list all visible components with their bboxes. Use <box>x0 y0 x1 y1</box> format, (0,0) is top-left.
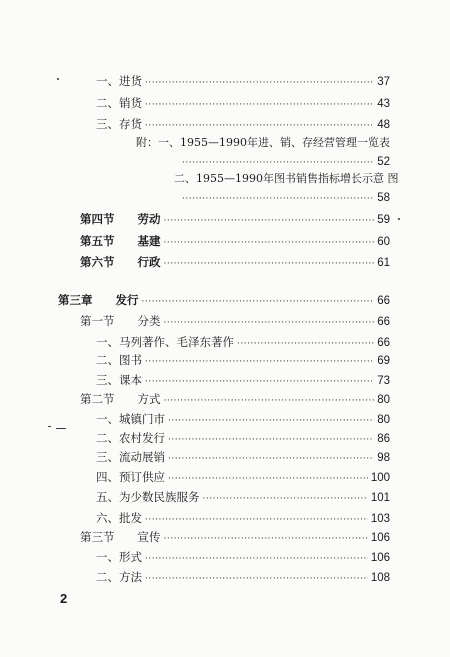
scan-speck <box>56 428 66 429</box>
entry-title: 第三节 宣传 <box>80 530 161 544</box>
toc-entry[interactable] <box>96 550 390 564</box>
leader-dots <box>145 513 368 527</box>
appendix-title[interactable]: 附：一、1955—1990年进、销、存经营管理一览表 <box>136 136 390 149</box>
page-number: 66 <box>377 295 390 307</box>
page-number: 59 <box>377 214 390 226</box>
leader-dots <box>164 394 375 408</box>
leader-dots <box>145 572 368 586</box>
appendix-title[interactable]: 二、1955—1990年图书销售指标增长示意 图 <box>174 172 399 185</box>
entry-title: 五、为少数民族服务 <box>96 490 200 504</box>
toc-entry[interactable] <box>96 373 390 387</box>
leader-dots <box>145 98 374 112</box>
page-number: 60 <box>377 236 390 248</box>
leader-dots <box>145 375 374 389</box>
toc-entry[interactable] <box>96 470 390 484</box>
toc-entry[interactable] <box>80 392 390 406</box>
toc-entry[interactable] <box>96 74 390 88</box>
leader-dots <box>237 337 374 351</box>
entry-title: 三、存货 <box>96 117 142 131</box>
page-folio: 2 <box>60 591 68 606</box>
page-number: 69 <box>377 355 390 367</box>
page-number: 66 <box>377 316 390 328</box>
page-number: 108 <box>370 572 390 584</box>
entry-title: 一、形式 <box>96 550 142 564</box>
entry-title: 三、流动展销 <box>96 450 165 464</box>
toc-entry[interactable] <box>96 511 390 525</box>
page-number: 103 <box>370 513 390 525</box>
toc-entry[interactable] <box>96 412 390 426</box>
entry-title: 第五节 基建 <box>80 234 161 248</box>
toc-entry[interactable] <box>80 530 390 544</box>
toc-entry[interactable] <box>182 155 390 169</box>
page-number: 66 <box>377 337 390 349</box>
page-number: 106 <box>370 532 390 544</box>
leader-dots <box>203 492 368 506</box>
leader-dots <box>168 433 374 447</box>
entry-title: 二、农村发行 <box>96 431 165 445</box>
toc-entry[interactable] <box>80 255 390 269</box>
page-number: 43 <box>377 98 390 110</box>
toc-entry[interactable] <box>96 450 390 464</box>
page-number: 52 <box>377 156 390 168</box>
toc-entry[interactable] <box>80 234 390 248</box>
leader-dots <box>182 192 374 206</box>
page-number: 101 <box>370 492 390 504</box>
toc-entry[interactable] <box>96 431 390 445</box>
page-number: 106 <box>370 552 390 564</box>
page-number: 37 <box>377 76 390 88</box>
leader-dots <box>164 532 368 546</box>
leader-dots <box>168 452 374 466</box>
entry-title: 二、图书 <box>96 353 142 367</box>
entry-title: 第一节 分类 <box>80 314 161 328</box>
leader-dots <box>145 119 374 133</box>
leader-dots <box>142 295 375 309</box>
toc-entry[interactable] <box>96 353 390 367</box>
leader-dots <box>145 355 374 369</box>
scan-speck <box>57 78 59 80</box>
leader-dots <box>168 472 368 486</box>
toc-entry[interactable] <box>182 191 390 205</box>
page-number: 61 <box>377 257 390 269</box>
entry-title: 一、城镇门市 <box>96 412 165 426</box>
toc-entry[interactable] <box>96 490 390 504</box>
entry-title: 二、销货 <box>96 96 142 110</box>
toc-entry[interactable] <box>96 335 390 349</box>
entry-title: 第四节 劳动 <box>80 212 161 226</box>
page-number: 100 <box>370 472 390 484</box>
toc-entry[interactable] <box>80 212 390 226</box>
scan-speck <box>48 426 51 427</box>
leader-dots <box>168 414 374 428</box>
entry-title: 二、方法 <box>96 570 142 584</box>
toc-entry[interactable] <box>96 117 390 131</box>
leader-dots <box>164 236 375 250</box>
entry-title: 一、进货 <box>96 74 142 88</box>
page-number: 48 <box>377 119 390 131</box>
page-number: 73 <box>377 375 390 387</box>
page-number: 58 <box>377 192 390 204</box>
page-number: 98 <box>377 452 390 464</box>
page-number: 80 <box>377 414 390 426</box>
leader-dots <box>145 552 368 566</box>
toc-entry[interactable] <box>96 570 390 584</box>
entry-title: 第三章 发行 <box>58 293 139 307</box>
entry-title: 第六节 行政 <box>80 255 161 269</box>
toc-entry[interactable] <box>58 293 390 307</box>
entry-title: 六、批发 <box>96 511 142 525</box>
page-number: 80 <box>377 394 390 406</box>
toc-entry[interactable] <box>80 314 390 328</box>
entry-title: 一、马列著作、毛泽东著作 <box>96 335 234 349</box>
scan-speck <box>398 218 400 220</box>
leader-dots <box>145 76 374 90</box>
leader-dots <box>164 214 375 228</box>
leader-dots <box>164 316 375 330</box>
entry-title: 第二节 方式 <box>80 392 161 406</box>
page-number: 86 <box>377 433 390 445</box>
leader-dots <box>164 257 375 271</box>
leader-dots <box>182 156 374 170</box>
toc-entry[interactable] <box>96 96 390 110</box>
entry-title: 三、课本 <box>96 373 142 387</box>
entry-title: 四、预订供应 <box>96 470 165 484</box>
